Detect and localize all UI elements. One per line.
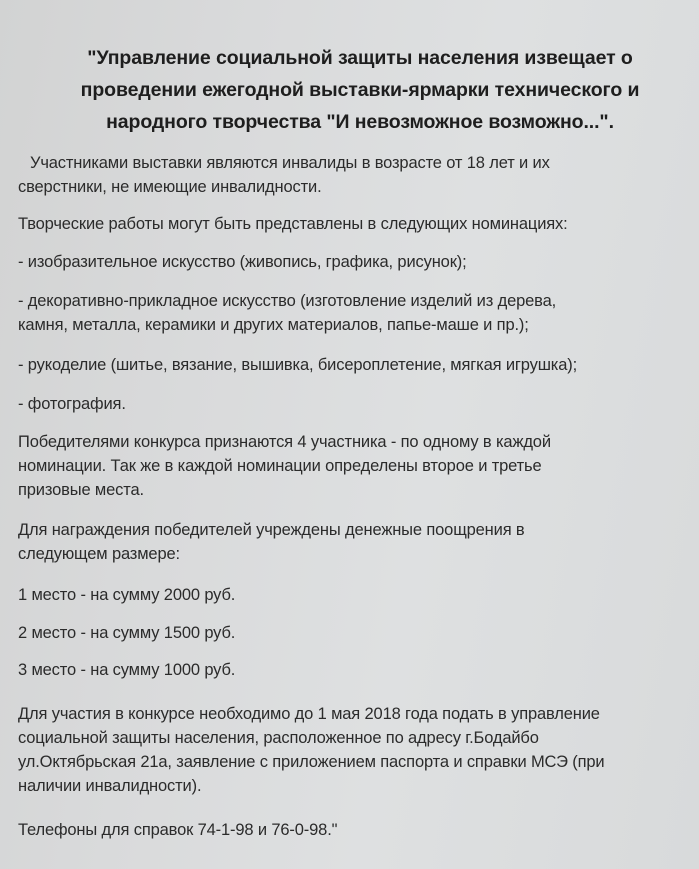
winners-paragraph — [18, 430, 551, 502]
prizes-intro — [18, 518, 525, 566]
paragraph-line: Для участия в конкурсе необходимо до 1 мая 2018 года подать в управление — [18, 705, 600, 723]
title-line: "Управление социальной защиты населения извещает о — [87, 47, 633, 69]
title-line: проведении ежегодной выставки-ярмарки технического и — [80, 79, 640, 101]
nomination-item — [18, 392, 126, 416]
nomination-line: - фотография. — [18, 395, 126, 413]
paragraph-line: Телефоны для справок 74-1-98 и 76-0-98." — [18, 821, 338, 839]
application-paragraph — [18, 702, 605, 798]
paragraph-line: Победителями конкурса признаются 4 участника - по одному в каждой — [18, 433, 551, 451]
paragraph-line: социальной защиты населения, расположенное по адресу г.Бодайбо — [18, 729, 539, 747]
notice-title — [40, 42, 680, 138]
nomination-item — [18, 289, 556, 337]
nomination-line: - рукоделие (шитье, вязание, вышивка, бисероплетение, мягкая игрушка); — [18, 356, 578, 374]
prize-third-place — [18, 658, 235, 682]
prize-line: 2 место - на сумму 1500 руб. — [18, 624, 236, 642]
title-line: народного творчества "И невозможное возможно...". — [106, 111, 614, 133]
paragraph-line: Участниками выставки являются инвалиды в возрасте от 18 лет и их — [30, 154, 550, 172]
paragraph-line: ул.Октябрьская 21а, заявление с приложением паспорта и справки МСЭ (при — [18, 753, 605, 771]
paragraph-line: Для награждения победителей учреждены денежные поощрения в — [18, 521, 525, 539]
nominations-intro — [18, 212, 568, 236]
nomination-line: - декоративно-прикладное искусство (изготовление изделий из дерева, — [18, 292, 557, 310]
nomination-line: - изобразительное искусство (живопись, графика, рисунок); — [18, 253, 467, 271]
paragraph-line: номинации. Так же в каждой номинации определены второе и третье — [18, 457, 542, 475]
nomination-item — [18, 250, 467, 274]
prize-line: 1 место - на сумму 2000 руб. — [18, 586, 236, 604]
paragraph-line: наличии инвалидности). — [18, 777, 202, 795]
phones-line — [18, 818, 337, 842]
participants-paragraph — [30, 151, 550, 175]
nomination-line: камня, металла, керамики и других материалов, папье-маше и пр.); — [18, 316, 529, 334]
paragraph-line: Творческие работы могут быть представлены в следующих номинациях: — [18, 215, 568, 233]
prize-line: 3 место - на сумму 1000 руб. — [18, 661, 236, 679]
participants-paragraph-cont — [18, 175, 322, 199]
paragraph-line: призовые места. — [18, 481, 144, 499]
paragraph-line: сверстники, не имеющие инвалидности. — [18, 178, 322, 196]
prize-second-place — [18, 621, 235, 645]
prize-first-place — [18, 583, 235, 607]
paragraph-line: следующем размере: — [18, 545, 180, 563]
nomination-item — [18, 353, 577, 377]
